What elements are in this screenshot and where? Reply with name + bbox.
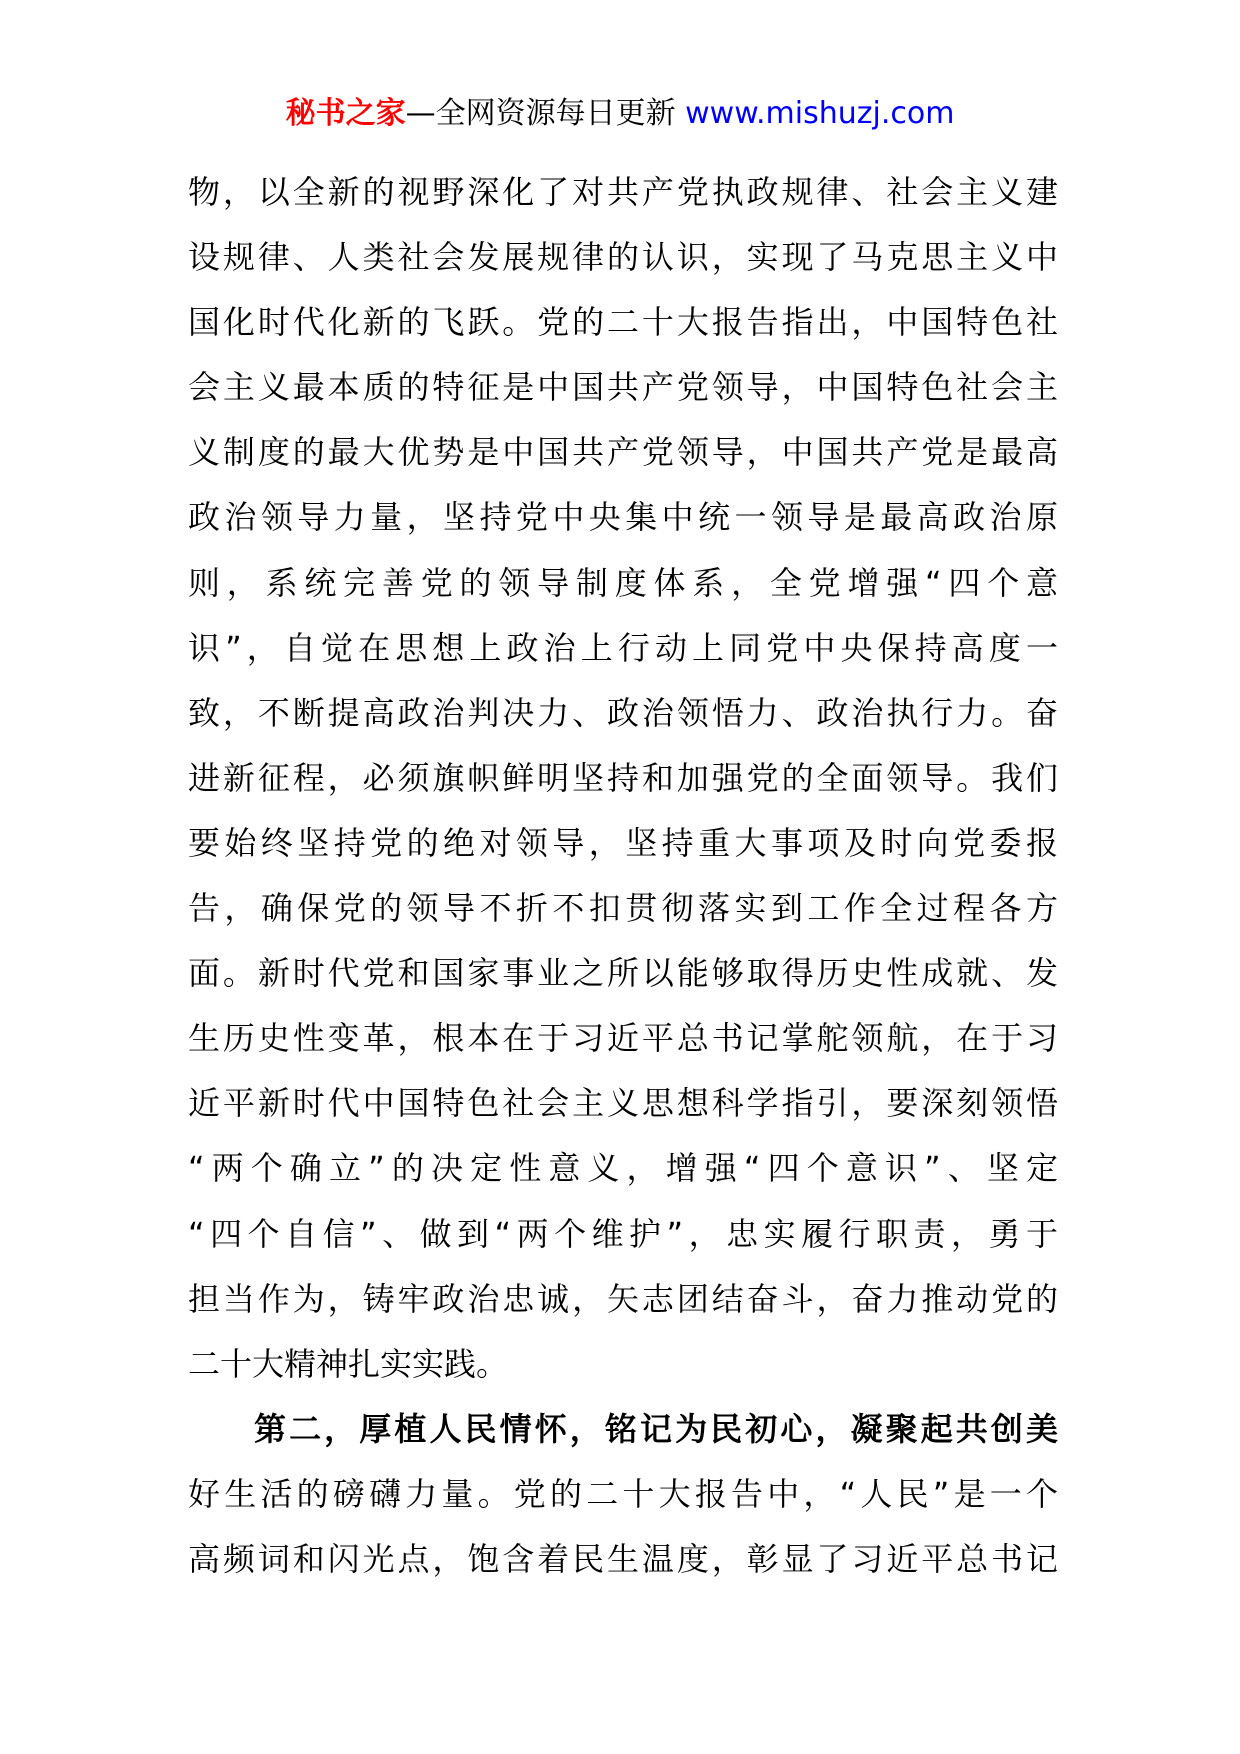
watermark-header [0, 92, 1240, 136]
text-line: 担当作为，铸牢政治忠诚，矢志团结奋斗，奋力推动党的 [188, 1279, 1058, 1318]
text-line: 二十大精神扎实实践。 [188, 1344, 509, 1383]
paragraph-1 [188, 160, 1058, 1397]
text-line: 会主义最本质的特征是中国共产党领导，中国特色社会主 [188, 368, 1058, 407]
text-line: 国化时代化新的飞跃。党的二十大报告指出，中国特色社 [188, 303, 1058, 342]
text-line: 告，确保党的领导不折不扣贯彻落实到工作全过程各方 [188, 889, 1058, 928]
header-slogan: —全网资源每日更新 [405, 96, 686, 131]
paragraph-2 [188, 1397, 1058, 1592]
text-line: 政治领导力量，坚持党中央集中统一领导是最高政治原 [188, 498, 1058, 537]
text-line: 好生活的磅礴力量。党的二十大报告中，“人民”是一个 [188, 1474, 1058, 1513]
text-line: 生历史性变革，根本在于习近平总书记掌舵领航，在于习 [188, 1019, 1058, 1058]
text-line: 设规律、人类社会发展规律的认识，实现了马克思主义中 [188, 238, 1058, 277]
text-line: 义制度的最大优势是中国共产党领导，中国共产党是最高 [188, 433, 1058, 472]
text-line: 识”，自觉在思想上政治上行动上同党中央保持高度一 [188, 628, 1058, 667]
text-line: 面。新时代党和国家事业之所以能够取得历史性成就、发 [188, 954, 1058, 993]
text-line: “四个自信”、做到“两个维护”，忠实履行职责，勇于 [188, 1214, 1058, 1253]
text-line: 则，系统完善党的领导制度体系，全党增强“四个意 [188, 563, 1058, 602]
paragraph-lead: 第二，厚植人民情怀，铭记为民初心，凝聚起共创美 [254, 1409, 1058, 1448]
text-line: 物，以全新的视野深化了对共产党执政规律、社会主义建 [188, 173, 1058, 211]
text-line: 进新征程，必须旗帜鲜明坚持和加强党的全面领导。我们 [188, 758, 1058, 797]
text-line: 近平新时代中国特色社会主义思想科学指引，要深刻领悟 [188, 1084, 1058, 1123]
text-line: 致，不断提高政治判决力、政治领悟力、政治执行力。奋 [188, 693, 1058, 732]
text-line: 要始终坚持党的绝对领导，坚持重大事项及时向党委报 [188, 823, 1058, 862]
text-line: “两个确立”的决定性意义，增强“四个意识”、坚定 [188, 1149, 1058, 1188]
document-body [188, 160, 1058, 1592]
text-line: 高频词和闪光点，饱含着民生温度，彰显了习近平总书记 [188, 1539, 1058, 1578]
header-url[interactable]: www.mishuzj.com [685, 96, 955, 131]
paragraph-lead-line [188, 1397, 1058, 1462]
header-brand: 秘书之家 [285, 96, 406, 131]
